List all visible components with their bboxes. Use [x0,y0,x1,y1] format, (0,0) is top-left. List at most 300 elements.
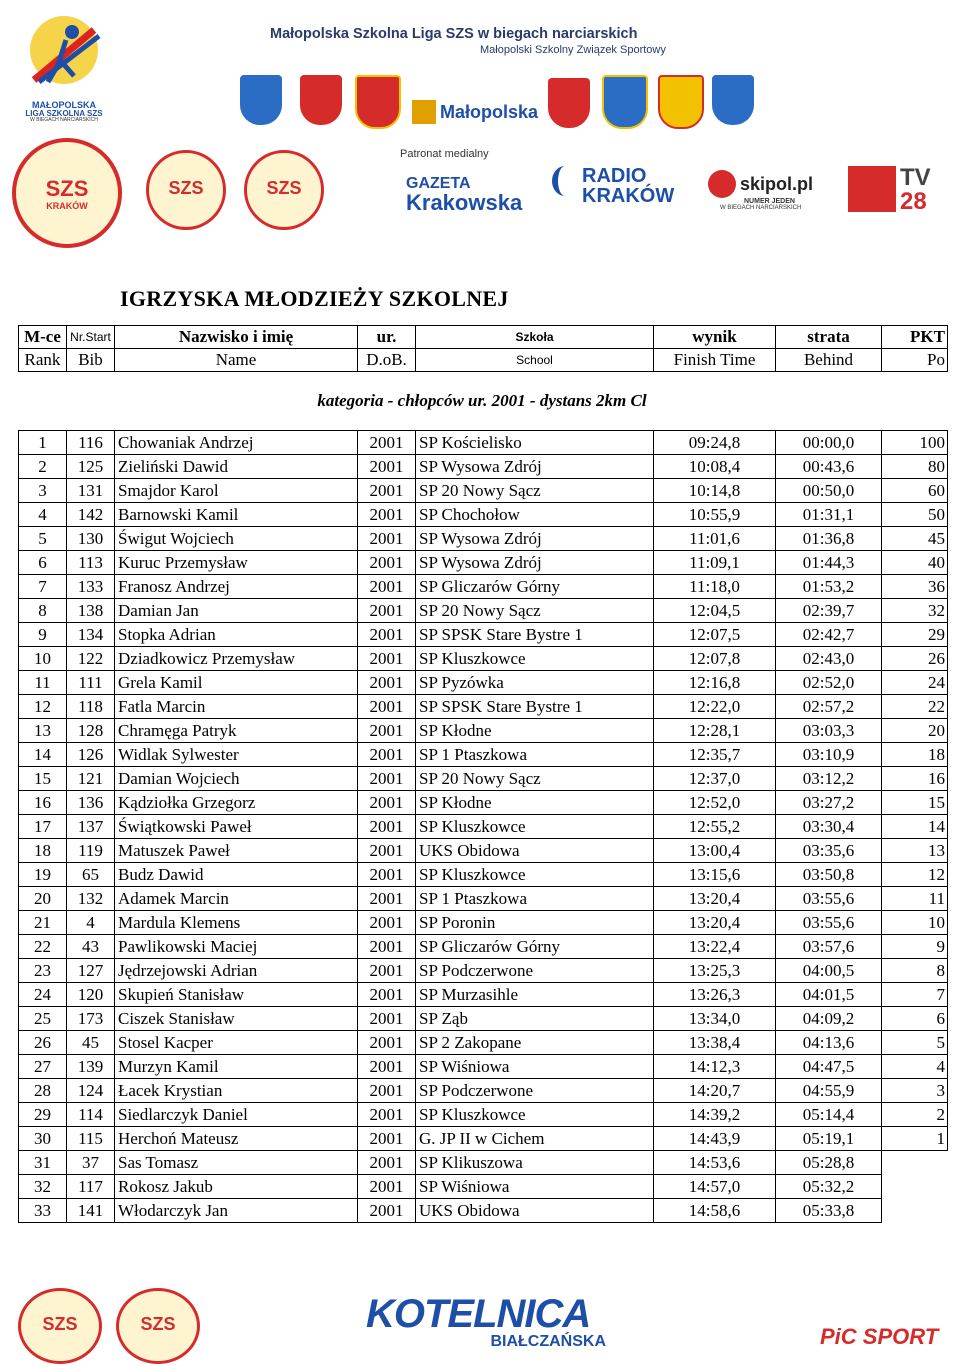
table-row [19,1055,948,1079]
result-name: Rokosz Jakub [115,1175,358,1199]
szs-seal-city: KRAKÓW [46,201,88,211]
result-school: SP 2 Zakopane [416,1031,654,1055]
crest-icon [602,75,648,129]
crest-icon [712,75,754,125]
result-pts: 3 [882,1079,948,1103]
result-rank: 3 [19,479,67,503]
result-rank: 7 [19,575,67,599]
szs-seal [18,1288,102,1364]
result-bib: 124 [67,1079,115,1103]
result-rank: 2 [19,455,67,479]
result-behind: 01:53,2 [776,575,882,599]
league-subtitle: Małopolski Szkolny Związek Sportowy [480,44,666,56]
result-rank: 25 [19,1007,67,1031]
table-row [19,1007,948,1031]
result-name: Damian Wojciech [115,767,358,791]
result-dob: 2001 [358,479,416,503]
table-row [19,1079,948,1103]
result-behind: 04:09,2 [776,1007,882,1031]
result-behind: 03:12,2 [776,767,882,791]
result-time: 12:22,0 [654,695,776,719]
gazeta-line2: Krakowska [406,190,523,215]
result-behind: 03:50,8 [776,863,882,887]
play-icon [848,166,896,212]
table-row [19,647,948,671]
result-name: Damian Jan [115,599,358,623]
result-behind: 04:55,9 [776,1079,882,1103]
result-rank: 8 [19,599,67,623]
result-pts: 26 [882,647,948,671]
result-rank: 5 [19,527,67,551]
result-school: SP Poronin [416,911,654,935]
col-rank-pl: M-ce [19,326,67,349]
result-name: Pawlikowski Maciej [115,935,358,959]
result-school: SP Chochołow [416,503,654,527]
table-row [19,743,948,767]
league-title: Małopolska Szkolna Liga SZS w biegach narciarskich [270,26,638,42]
radio-line1: RADIO [582,165,647,187]
result-school: SP Gliczarów Górny [416,575,654,599]
liga-logo-line3: W BIEGACH NARCIARSKICH [30,117,98,123]
result-rank: 4 [19,503,67,527]
result-school: SP 20 Nowy Sącz [416,767,654,791]
result-behind: 02:39,7 [776,599,882,623]
result-pts: 15 [882,791,948,815]
result-dob: 2001 [358,983,416,1007]
table-row [19,1199,948,1223]
result-rank: 1 [19,431,67,455]
result-dob: 2001 [358,887,416,911]
result-name: Świgut Wojciech [115,527,358,551]
result-behind: 05:19,1 [776,1127,882,1151]
result-name: Herchoń Mateusz [115,1127,358,1151]
table-row [19,887,948,911]
result-time: 13:34,0 [654,1007,776,1031]
result-time: 11:09,1 [654,551,776,575]
result-school: UKS Obidowa [416,1199,654,1223]
result-pts: 24 [882,671,948,695]
result-behind: 03:55,6 [776,911,882,935]
result-behind: 04:47,5 [776,1055,882,1079]
pic-sport-logo: PiC SPORT [820,1324,939,1349]
footer-logos [0,1280,960,1366]
result-dob: 2001 [358,503,416,527]
kotelnica-line1: KOTELNICA [366,1292,591,1336]
result-bib: 141 [67,1199,115,1223]
result-rank: 16 [19,791,67,815]
result-rank: 30 [19,1127,67,1151]
result-pts: 60 [882,479,948,503]
result-time: 13:20,4 [654,887,776,911]
result-rank: 13 [19,719,67,743]
result-behind: 00:00,0 [776,431,882,455]
result-behind: 05:32,2 [776,1175,882,1199]
radio-krakow-logo [552,166,674,206]
result-rank: 11 [19,671,67,695]
result-pts: 29 [882,623,948,647]
result-name: Budz Dawid [115,863,358,887]
result-pts: 1 [882,1127,948,1151]
col-bib-en: Bib [67,349,115,372]
szs-seal [116,1288,200,1364]
table-row [19,1103,948,1127]
result-behind: 05:33,8 [776,1199,882,1223]
col-school-en: School [416,349,654,372]
result-rank: 23 [19,959,67,983]
result-name: Barnowski Kamil [115,503,358,527]
result-dob: 2001 [358,839,416,863]
col-dob-pl: ur. [358,326,416,349]
result-time: 14:57,0 [654,1175,776,1199]
result-rank: 27 [19,1055,67,1079]
col-behind-en: Behind [776,349,882,372]
skipol-circle-icon [708,170,736,198]
result-time: 12:52,0 [654,791,776,815]
result-bib: 43 [67,935,115,959]
result-school: SP 20 Nowy Sącz [416,479,654,503]
result-school: SP Kluszkowce [416,863,654,887]
result-pts [882,1151,948,1175]
tv-line2: 28 [900,188,927,215]
result-name: Ciszek Stanisław [115,1007,358,1031]
result-dob: 2001 [358,455,416,479]
table-row [19,695,948,719]
result-school: SP Kłodne [416,719,654,743]
result-dob: 2001 [358,695,416,719]
result-behind: 02:57,2 [776,695,882,719]
result-pts: 22 [882,695,948,719]
result-bib: 118 [67,695,115,719]
skipol-name: skipol.pl [740,174,814,194]
category-row [19,372,948,431]
result-dob: 2001 [358,863,416,887]
result-pts: 13 [882,839,948,863]
gazeta-krakowska-logo [406,176,522,214]
table-row [19,983,948,1007]
col-pts-pl: PKT [882,326,948,349]
result-name: Chramęga Patryk [115,719,358,743]
result-dob: 2001 [358,671,416,695]
result-behind: 05:28,8 [776,1151,882,1175]
result-behind: 03:27,2 [776,791,882,815]
result-school: SP Kłodne [416,791,654,815]
result-school: SP SPSK Stare Bystre 1 [416,695,654,719]
result-behind: 02:42,7 [776,623,882,647]
result-bib: 65 [67,863,115,887]
kotelnica-line2: BIAŁCZAŃSKA [490,1333,606,1350]
table-row [19,623,948,647]
result-school: SP Podczerwone [416,959,654,983]
result-school: SP Kluszkowce [416,647,654,671]
result-bib: 139 [67,1055,115,1079]
skipol-logo [708,170,813,211]
result-time: 12:55,2 [654,815,776,839]
result-pts: 100 [882,431,948,455]
result-time: 14:58,6 [654,1199,776,1223]
result-bib: 117 [67,1175,115,1199]
result-time: 12:07,8 [654,647,776,671]
result-pts: 8 [882,959,948,983]
result-dob: 2001 [358,1199,416,1223]
result-rank: 31 [19,1151,67,1175]
result-rank: 9 [19,623,67,647]
result-behind: 04:13,6 [776,1031,882,1055]
table-row [19,791,948,815]
result-behind: 03:55,6 [776,887,882,911]
result-dob: 2001 [358,623,416,647]
crest-icon [548,78,590,128]
result-rank: 29 [19,1103,67,1127]
radio-wave-icon [552,166,578,196]
patronat-label: Patronat medialny [400,148,489,160]
result-bib: 130 [67,527,115,551]
result-school: SP 20 Nowy Sącz [416,599,654,623]
result-behind: 04:01,5 [776,983,882,1007]
result-behind: 03:30,4 [776,815,882,839]
result-dob: 2001 [358,1007,416,1031]
result-name: Mardula Klemens [115,911,358,935]
result-dob: 2001 [358,527,416,551]
category-label: kategoria - chłopców ur. 2001 - dystans 2km Cl [317,391,647,410]
result-dob: 2001 [358,431,416,455]
result-pts: 45 [882,527,948,551]
result-name: Dziadkowicz Przemysław [115,647,358,671]
szs-seal-text: SZS [42,1314,78,1334]
result-school: SP Pyzówka [416,671,654,695]
result-bib: 134 [67,623,115,647]
result-school: UKS Obidowa [416,839,654,863]
result-time: 14:43,9 [654,1127,776,1151]
result-time: 13:20,4 [654,911,776,935]
result-dob: 2001 [358,551,416,575]
col-behind-pl: strata [776,326,882,349]
result-behind: 01:31,1 [776,503,882,527]
gazeta-line1: GAZETA [406,175,471,192]
result-bib: 120 [67,983,115,1007]
result-name: Grela Kamil [115,671,358,695]
table-row [19,719,948,743]
result-name: Jędrzejowski Adrian [115,959,358,983]
result-bib: 128 [67,719,115,743]
result-pts: 10 [882,911,948,935]
result-time: 12:16,8 [654,671,776,695]
result-time: 14:20,7 [654,1079,776,1103]
col-bib-pl: Nr.Start [67,326,115,349]
result-bib: 132 [67,887,115,911]
result-name: Chowaniak Andrzej [115,431,358,455]
result-behind: 03:10,9 [776,743,882,767]
tv-line1: TV [900,164,931,191]
szs-seal-text: SZS [266,178,302,198]
result-school: SP Wiśniowa [416,1055,654,1079]
table-row [19,1151,948,1175]
skipol-sub2: W BIEGACH NARCIARSKICH [720,205,802,211]
result-pts: 12 [882,863,948,887]
result-time: 09:24,8 [654,431,776,455]
result-dob: 2001 [358,1055,416,1079]
result-bib: 119 [67,839,115,863]
result-pts: 7 [882,983,948,1007]
result-time: 12:35,7 [654,743,776,767]
table-row [19,503,948,527]
col-time-en: Finish Time [654,349,776,372]
results-table [18,325,948,1223]
result-time: 13:38,4 [654,1031,776,1055]
table-row [19,599,948,623]
result-behind: 01:36,8 [776,527,882,551]
header-row-en [19,349,948,372]
result-dob: 2001 [358,1151,416,1175]
result-name: Matuszek Paweł [115,839,358,863]
result-time: 13:00,4 [654,839,776,863]
result-school: SP Wysowa Zdrój [416,455,654,479]
result-bib: 125 [67,455,115,479]
result-rank: 20 [19,887,67,911]
result-bib: 127 [67,959,115,983]
result-school: SP Kościelisko [416,431,654,455]
result-name: Smajdor Karol [115,479,358,503]
result-name: Kądziołka Grzegorz [115,791,358,815]
result-pts [882,1199,948,1223]
result-pts: 20 [882,719,948,743]
result-bib: 4 [67,911,115,935]
result-time: 10:55,9 [654,503,776,527]
table-row [19,863,948,887]
result-school: SP Wiśniowa [416,1175,654,1199]
result-bib: 138 [67,599,115,623]
result-name: Świątkowski Paweł [115,815,358,839]
result-bib: 142 [67,503,115,527]
result-dob: 2001 [358,767,416,791]
result-bib: 114 [67,1103,115,1127]
result-bib: 121 [67,767,115,791]
header-row-pl [19,326,948,349]
result-pts: 5 [882,1031,948,1055]
result-behind: 00:43,6 [776,455,882,479]
result-rank: 26 [19,1031,67,1055]
result-rank: 18 [19,839,67,863]
col-name-en: Name [115,349,358,372]
radio-line2: KRAKÓW [582,185,675,207]
liga-logo-line1: MAŁOPOLSKA [32,100,96,110]
result-dob: 2001 [358,575,416,599]
szs-seal-text: SZS [140,1314,176,1334]
result-school: SP Gliczarów Górny [416,935,654,959]
result-time: 10:08,4 [654,455,776,479]
result-time: 11:01,6 [654,527,776,551]
result-bib: 173 [67,1007,115,1031]
table-row [19,815,948,839]
result-bib: 133 [67,575,115,599]
szs-krakow-seal [12,138,122,248]
col-name-pl: Nazwisko i imię [115,326,358,349]
result-bib: 37 [67,1151,115,1175]
result-name: Zieliński Dawid [115,455,358,479]
result-dob: 2001 [358,911,416,935]
result-time: 10:14,8 [654,479,776,503]
result-time: 14:39,2 [654,1103,776,1127]
result-rank: 21 [19,911,67,935]
szs-seal [146,150,226,230]
result-dob: 2001 [358,815,416,839]
result-behind: 03:57,6 [776,935,882,959]
col-dob-en: D.oB. [358,349,416,372]
result-name: Siedlarczyk Daniel [115,1103,358,1127]
table-row [19,959,948,983]
malopolska-logo [412,100,542,130]
result-school: SP Wysowa Zdrój [416,527,654,551]
result-time: 12:07,5 [654,623,776,647]
result-behind: 03:35,6 [776,839,882,863]
result-pts: 9 [882,935,948,959]
table-row [19,479,948,503]
result-school: SP Kluszkowce [416,815,654,839]
liga-logo-line2: LIGA SZKOLNA SZS [25,109,103,118]
header-logos [0,0,960,250]
szs-seal [244,150,324,230]
result-rank: 32 [19,1175,67,1199]
szs-seal-text: SZS [45,176,89,201]
result-school: SP 1 Ptaszkowa [416,743,654,767]
result-pts: 11 [882,887,948,911]
result-dob: 2001 [358,1079,416,1103]
result-pts: 36 [882,575,948,599]
crest-icon [355,75,401,129]
result-rank: 12 [19,695,67,719]
result-bib: 113 [67,551,115,575]
result-bib: 115 [67,1127,115,1151]
result-name: Kuruc Przemysław [115,551,358,575]
result-name: Murzyn Kamil [115,1055,358,1079]
page-title: IGRZYSKA MŁODZIEŻY SZKOLNEJ [120,286,509,311]
result-time: 13:15,6 [654,863,776,887]
table-row [19,455,948,479]
result-pts: 6 [882,1007,948,1031]
result-name: Franosz Andrzej [115,575,358,599]
table-row [19,551,948,575]
result-dob: 2001 [358,1175,416,1199]
szs-seal-text: SZS [168,178,204,198]
result-school: SP Kluszkowce [416,1103,654,1127]
result-pts: 2 [882,1103,948,1127]
result-name: Skupień Stanisław [115,983,358,1007]
table-row [19,935,948,959]
result-dob: 2001 [358,1103,416,1127]
result-bib: 126 [67,743,115,767]
result-pts: 80 [882,455,948,479]
result-time: 14:12,3 [654,1055,776,1079]
result-behind: 03:03,3 [776,719,882,743]
result-bib: 116 [67,431,115,455]
result-bib: 136 [67,791,115,815]
result-dob: 2001 [358,719,416,743]
result-rank: 24 [19,983,67,1007]
result-name: Stopka Adrian [115,623,358,647]
result-name: Stosel Kacper [115,1031,358,1055]
result-pts [882,1175,948,1199]
result-school: SP Murzasihle [416,983,654,1007]
col-rank-en: Rank [19,349,67,372]
table-row [19,767,948,791]
skipol-sub1: NUMER JEDEN [744,198,795,205]
result-school: G. JP II w Cichem [416,1127,654,1151]
result-school: SP Podczerwone [416,1079,654,1103]
col-time-pl: wynik [654,326,776,349]
result-behind: 04:00,5 [776,959,882,983]
result-time: 13:22,4 [654,935,776,959]
table-row [19,431,948,455]
result-pts: 32 [882,599,948,623]
